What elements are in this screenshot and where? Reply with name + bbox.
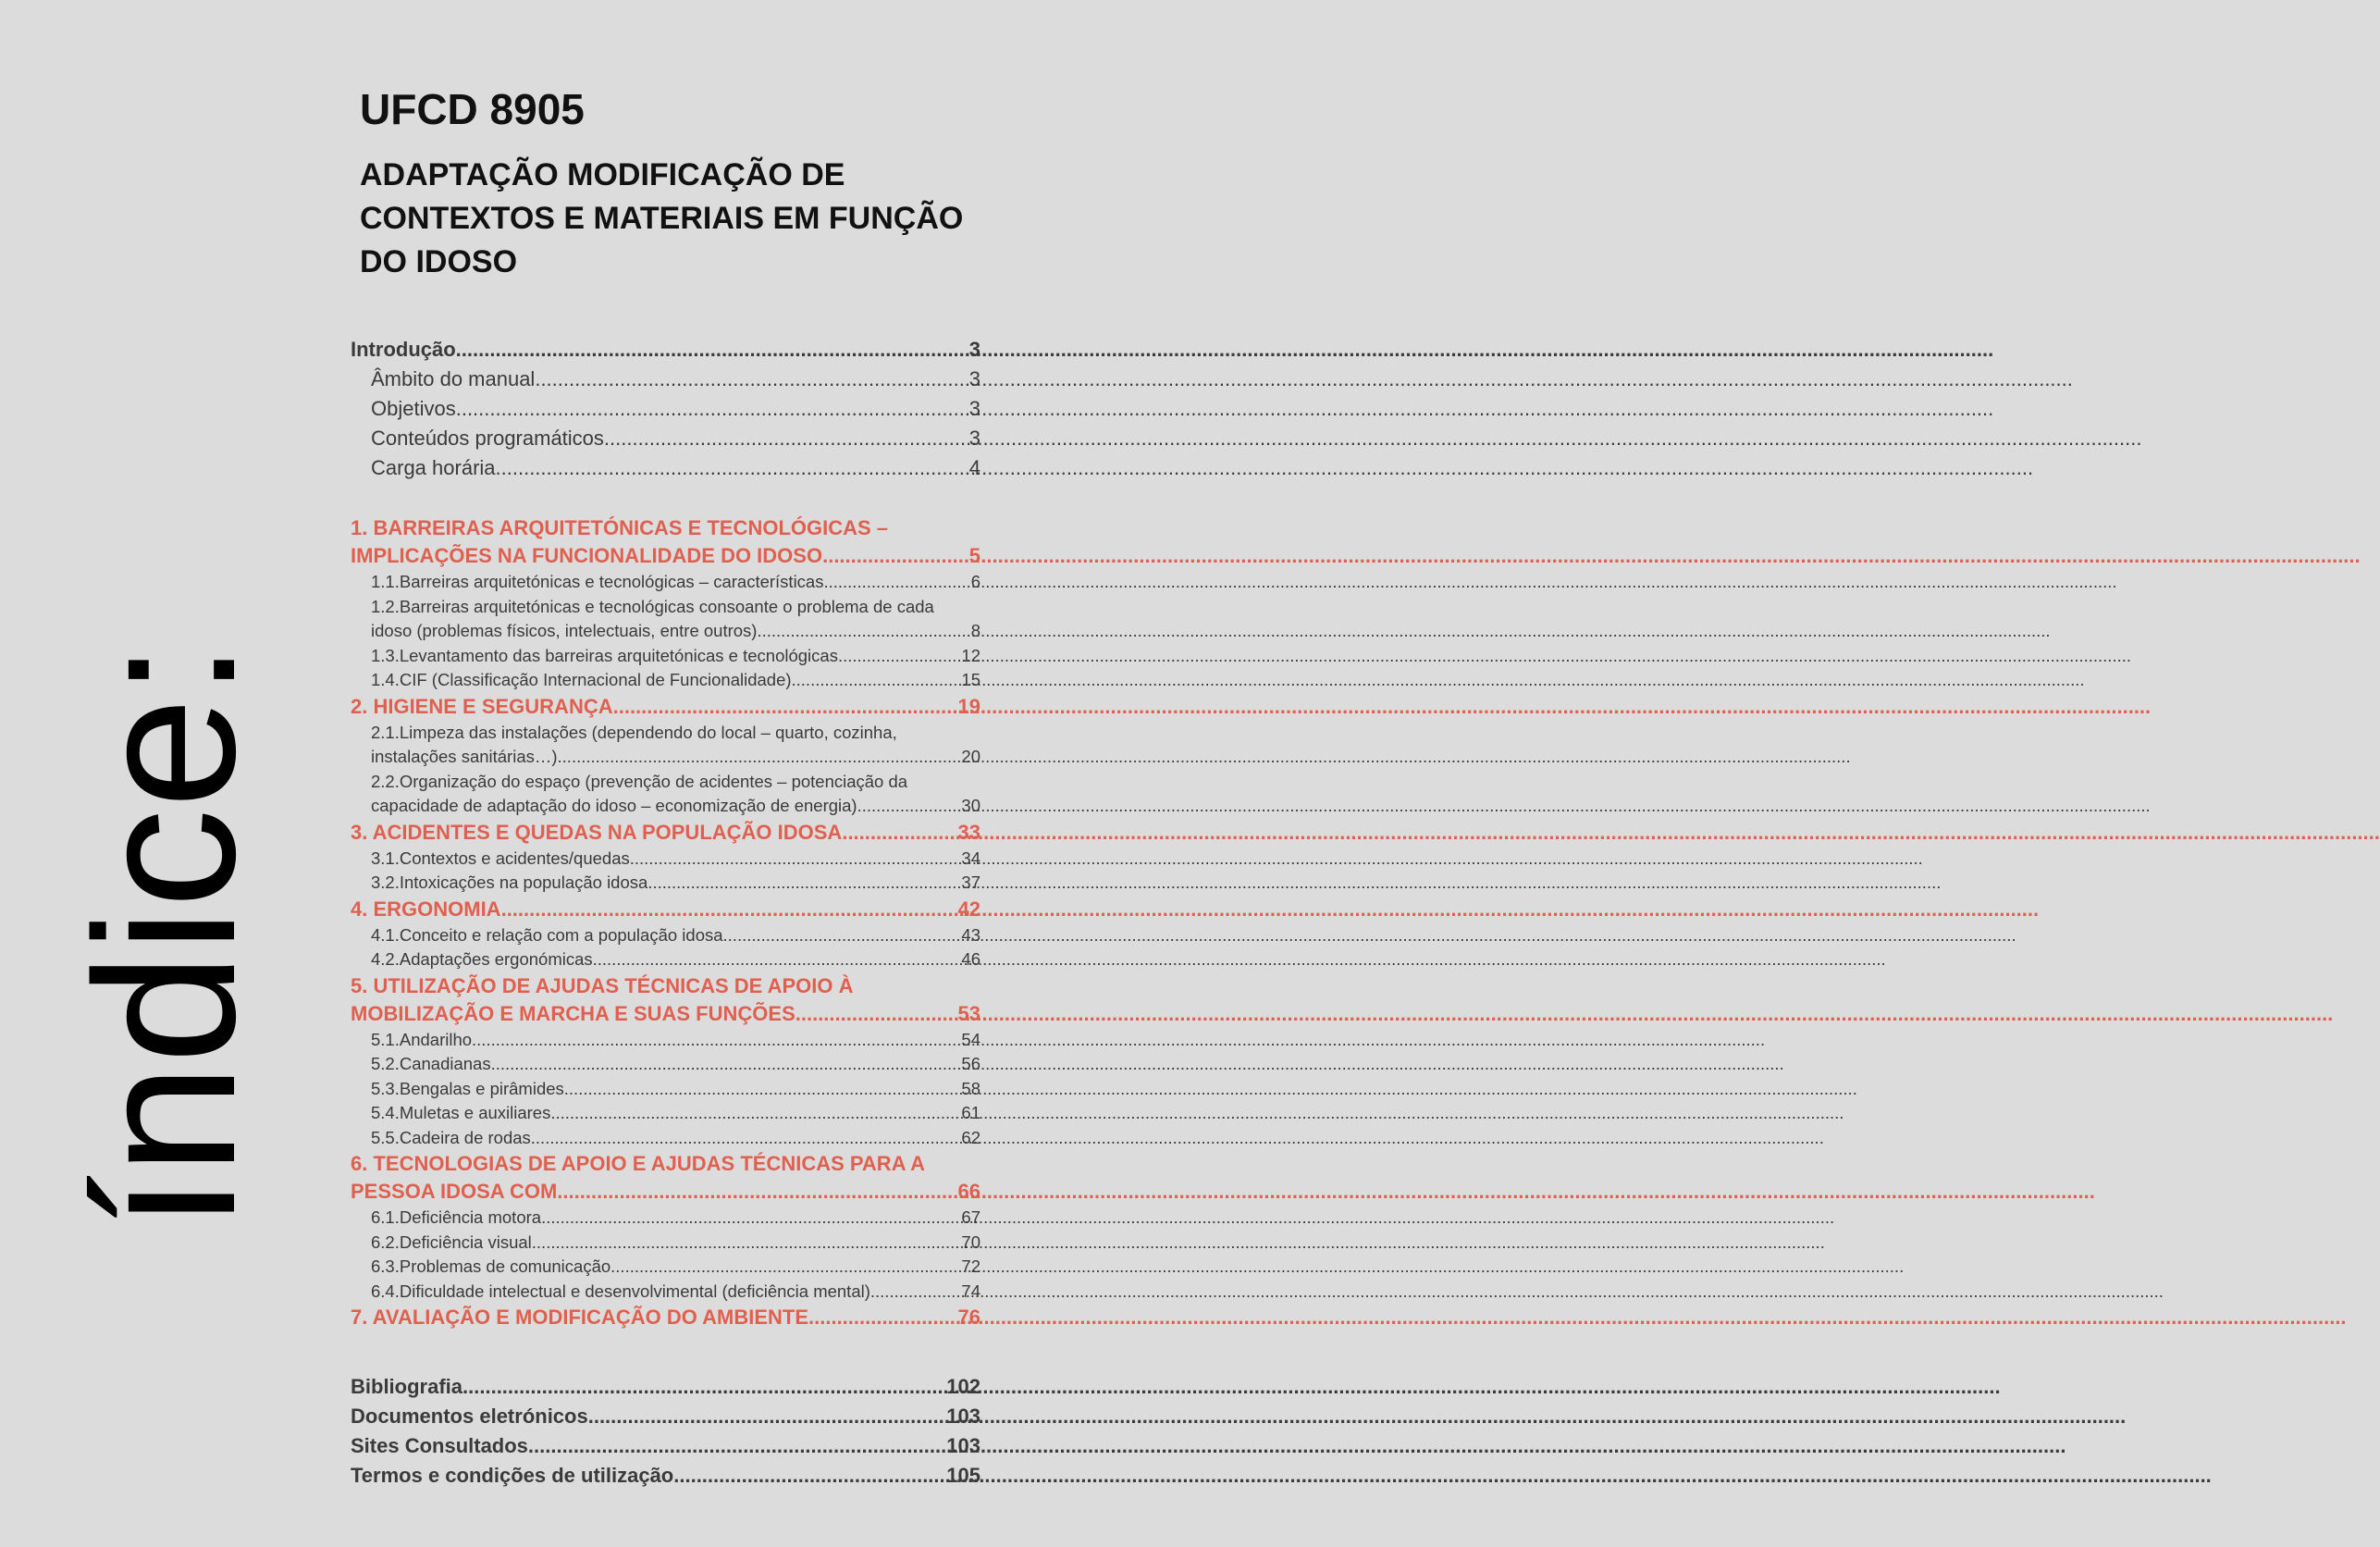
toc-entry[interactable]: Âmbito do manual ..... 3 [351, 365, 980, 394]
page-number: 67 [961, 1207, 980, 1227]
table-of-contents [351, 335, 980, 1491]
toc-chapter-3[interactable]: 3. ACIDENTES E QUEDAS NA POPULAÇÃO IDOSA ..... 33 [351, 819, 980, 847]
page-number: 58 [961, 1078, 980, 1098]
toc-chapter-6[interactable]: PESSOA IDOSA COM ..... 66 [351, 1178, 980, 1206]
toc-entry[interactable]: capacidade de adaptação do idoso – economização de energia) ..... 30 [351, 794, 980, 819]
page-number: 3 [968, 338, 980, 361]
toc-entry[interactable]: 6.1.Deficiência motora ..... 67 [351, 1206, 980, 1231]
toc-entry[interactable]: 5.1.Andarilho ..... 54 [351, 1028, 980, 1053]
toc-entry[interactable]: 5.3.Bengalas e pirâmides ..... 58 [351, 1077, 980, 1102]
toc-entry[interactable]: 1.3.Levantamento das barreiras arquitetónicas e tecnológicas ..... 12 [351, 644, 980, 669]
toc-chapter-1[interactable]: IMPLICAÇÕES NA FUNCIONALIDADE DO IDOSO ..... 5 [351, 542, 980, 570]
page-number: 76 [957, 1306, 980, 1329]
page-number: 15 [961, 670, 980, 689]
toc-entry[interactable]: 4.1.Conceito e relação com a população idosa ..... 43 [351, 923, 980, 948]
toc-entry-sites[interactable]: Sites Consultados ..... 103 [351, 1431, 980, 1461]
page-number: 61 [961, 1103, 980, 1122]
page-number: 4 [968, 456, 980, 479]
course-code: UFCD 8905 [360, 85, 585, 133]
page-number: 70 [961, 1231, 980, 1252]
toc-chapter-4[interactable]: 4. ERGONOMIA ..... 42 [351, 896, 980, 923]
toc-entry-line[interactable]: 2.2.Organização do espaço (prevenção de acidentes – potenciação da [371, 771, 908, 791]
page-number: 54 [961, 1029, 980, 1049]
toc-entry[interactable]: 3.2.Intoxicações na população idosa ..... 37 [351, 871, 980, 896]
course-title-line: CONTEXTOS E MATERIAIS EM FUNÇÃO [360, 201, 964, 236]
page-number: 56 [961, 1054, 980, 1073]
toc-entry-bibliografia[interactable]: Bibliografia ..... 102 [351, 1372, 980, 1402]
page-number: 42 [957, 897, 980, 921]
toc-entry[interactable]: 6.4.Dificuldade intelectual e desenvolvimental (deficiência mental) ..... 74 [351, 1280, 980, 1305]
toc-entry[interactable]: 3.1.Contextos e acidentes/quedas ..... 34 [351, 847, 980, 872]
page-number: 12 [961, 645, 980, 665]
page-number: 30 [961, 796, 980, 815]
toc-entry[interactable]: 1.1.Barreiras arquitetónicas e tecnológicas – características ..... 6 [351, 570, 980, 595]
toc-entry[interactable]: Objetivos ..... 3 [351, 394, 980, 424]
course-title [360, 154, 989, 284]
page-number: 43 [961, 924, 980, 945]
toc-entry-line[interactable]: 1.2.Barreiras arquitetónicas e tecnológicas consoante o problema de cada [371, 596, 934, 616]
toc-entry[interactable]: instalações sanitárias…) ..... 20 [351, 745, 980, 770]
page-number: 46 [961, 949, 980, 969]
page-number: 102 [946, 1375, 980, 1398]
page-number: 3 [968, 397, 980, 420]
page-number: 19 [957, 694, 980, 718]
toc-entry[interactable]: 6.3.Problemas de comunicação ..... 72 [351, 1255, 980, 1280]
toc-entry[interactable]: 5.2.Canadianas ..... 56 [351, 1052, 980, 1077]
toc-chapter-7[interactable]: 7. AVALIAÇÃO E MODIFICAÇÃO DO AMBIENTE ..... 76 [351, 1304, 980, 1331]
toc-entry[interactable]: 6.2.Deficiência visual ..... 70 [351, 1231, 980, 1256]
side-title [53, 472, 277, 1258]
page-number: 20 [961, 747, 980, 766]
page-number: 66 [957, 1180, 980, 1203]
toc-entry-line[interactable]: 2.1.Limpeza das instalações (dependendo do local – quarto, cozinha, [371, 722, 897, 742]
toc-entry[interactable]: Carga horária ..... 4 [351, 453, 980, 483]
page-number: 103 [946, 1434, 980, 1457]
page-number: 103 [946, 1405, 980, 1428]
page-number: 8 [970, 621, 980, 640]
page-number: 62 [961, 1127, 980, 1147]
toc-chapter-1-line[interactable]: 1. BARREIRAS ARQUITETÓNICAS E TECNOLÓGICAS – [351, 516, 889, 539]
toc-entry[interactable]: 4.2.Adaptações ergonómicas ..... 46 [351, 947, 980, 972]
page-number: 5 [968, 544, 980, 567]
toc-entry[interactable]: 5.5.Cadeira de rodas ..... 62 [351, 1126, 980, 1151]
page-number: 34 [961, 848, 980, 868]
page-number: 6 [970, 572, 980, 591]
course-title-line: DO IDOSO [360, 244, 518, 279]
toc-entry[interactable]: Conteúdos programáticos ..... 3 [351, 424, 980, 453]
page-number: 105 [946, 1464, 980, 1487]
document-header [360, 83, 989, 284]
toc-entry-introducao[interactable]: Introdução ..... 3 [351, 335, 980, 365]
page-number: 74 [961, 1281, 980, 1301]
toc-entry-termos[interactable]: Termos e condições de utilização ..... 105 [351, 1461, 980, 1491]
toc-chapter-6-line[interactable]: 6. TECNOLOGIAS DE APOIO E AJUDAS TÉCNICAS PARA A [351, 1152, 925, 1175]
page-number: 72 [961, 1256, 980, 1276]
side-title-text: índice: [53, 641, 277, 1231]
course-title-line: ADAPTAÇÃO MODIFICAÇÃO DE [360, 157, 845, 192]
page-number: 53 [957, 1001, 980, 1025]
toc-chapter-2[interactable]: 2. HIGIENE E SEGURANÇA ..... 19 [351, 693, 980, 721]
toc-entry-documentos[interactable]: Documentos eletrónicos ..... 103 [351, 1402, 980, 1431]
page-number: 3 [968, 367, 980, 390]
toc-chapter-5-line[interactable]: 5. UTILIZAÇÃO DE AJUDAS TÉCNICAS DE APOIO À [351, 973, 854, 997]
toc-entry[interactable]: idoso (problemas físicos, intelectuais, entre outros) ..... 8 [351, 619, 980, 644]
page-number: 33 [957, 820, 980, 844]
toc-entry[interactable]: 5.4.Muletas e auxiliares ..... 61 [351, 1101, 980, 1126]
page-number: 37 [961, 873, 980, 892]
toc-chapter-5[interactable]: MOBILIZAÇÃO E MARCHA E SUAS FUNÇÕES ..... 53 [351, 1000, 980, 1028]
toc-entry[interactable]: 1.4.CIF (Classificação Internacional de Funcionalidade) ..... 15 [351, 668, 980, 693]
page-number: 3 [968, 427, 980, 450]
